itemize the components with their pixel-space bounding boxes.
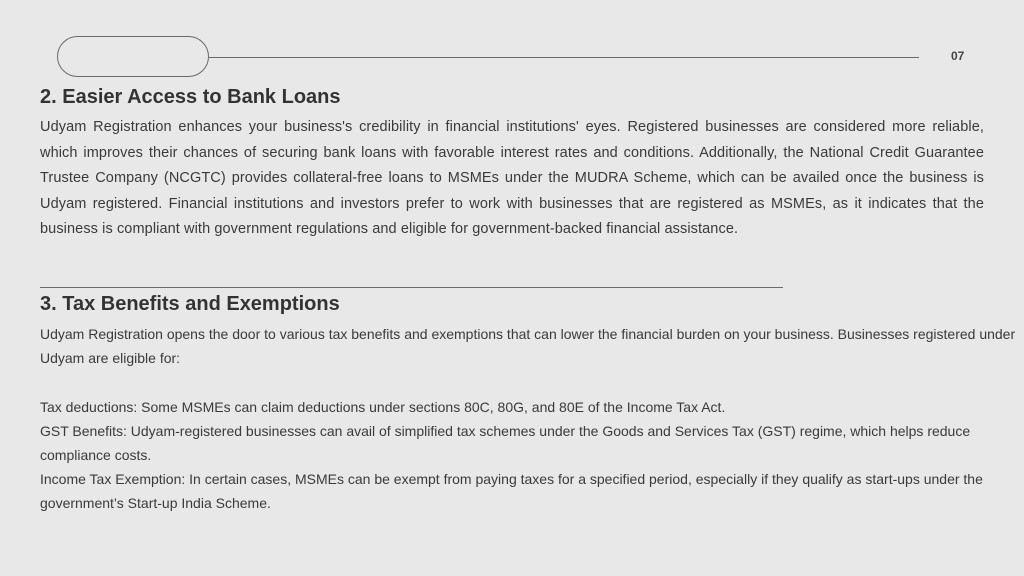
section3-intro: Udyam Registration opens the door to various tax benefits and exemptions that can lower the financial burden on your business. Businesses registered under Udyam are eligible for: <box>40 326 1016 367</box>
tax-deductions-item: Tax deductions: Some MSMEs can claim deductions under sections 80C, 80G, and 80E of the Income Tax Act. <box>40 398 726 415</box>
spacer <box>40 370 1024 394</box>
page-number: 07 <box>951 49 965 63</box>
section-divider <box>40 287 783 288</box>
section2-body: Udyam Registration enhances your business's credibility in financial institutions' eyes. Registered businesses are considered more reliable, which improves their chances of securing bank loans with favorable interest rates and conditions. Additionally, the National Credit Guarantee Trustee Company (NCGTC) provides collateral-free loans to MSMEs under the MUDRA Scheme, which can be availed once the business is Udyam registered. Financial institutions and investors prefer to work with businesses that are registered as MSMEs, as it indicates that the business is compliant with government regulations and eligible for government-backed financial assistance. <box>40 119 984 237</box>
section3-body <box>40 322 1024 516</box>
gst-benefits-item: GST Benefits: Udyam-registered businesses can avail of simplified tax schemes under the Goods and Services Tax (GST) regime, which helps reduce compliance costs. <box>40 422 971 463</box>
section2-heading: 2. Easier Access to Bank Loans <box>40 86 341 108</box>
section3-heading: 3. Tax Benefits and Exemptions <box>40 293 340 315</box>
header-divider <box>209 57 919 58</box>
income-tax-exemption-item: Income Tax Exemption: In certain cases, MSMEs can be exempt from paying taxes for a specified period, especially if they qualify as start-ups under the government’s Start-up India Scheme. <box>40 471 983 512</box>
decorative-pill <box>57 36 209 77</box>
